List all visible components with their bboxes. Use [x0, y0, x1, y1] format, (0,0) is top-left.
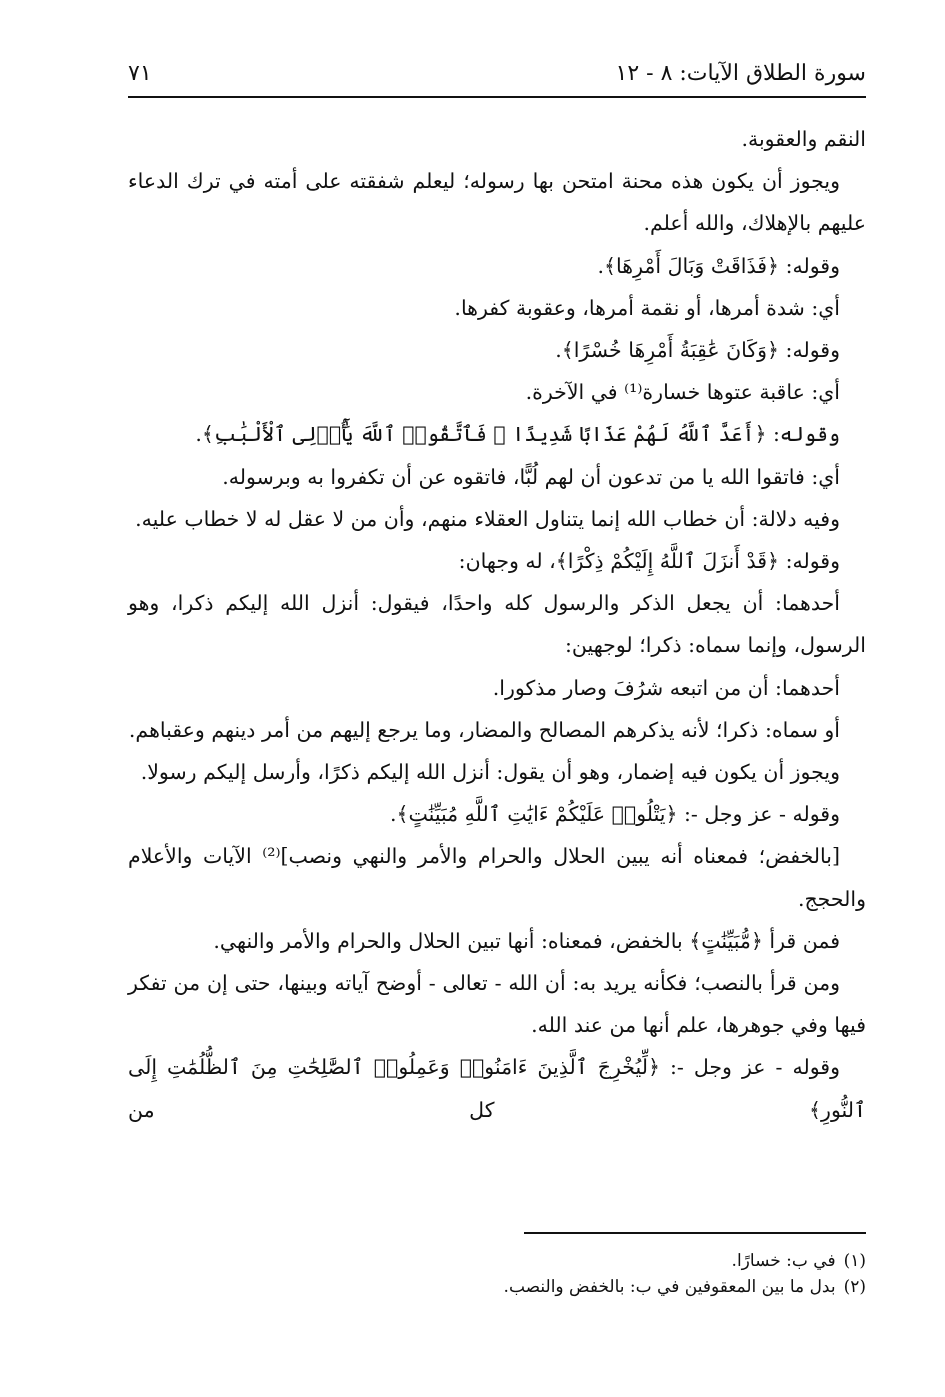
running-header [128, 56, 866, 92]
paragraph: ويجوز أن يكون هذه محنة امتحن بها رسوله؛ ليعلم شفقته على أمته في ترك الدعاء عليهم بالإهلاك، والله أعلم. [128, 169, 866, 236]
footnote-text: في ب: خسارًا. [731, 1251, 836, 1271]
paragraph: وقوله - عز وجل -: ﴿لِّيُخْرِجَ ٱلَّذِينَ ءَامَنُوا۟ وَعَمِلُوا۟ ٱلصَّٰلِحَٰتِ مِنَ ٱلظُّلُمَٰتِ إِلَى ٱلنُّورِ﴾ كل من [128, 1055, 866, 1122]
footnotes [128, 1248, 866, 1300]
footnote-number: (٢) [843, 1277, 866, 1297]
paragraph: وقوله: ﴿أَعَدَّ ٱللَّهُ لَهُمْ عَذَابًا شَدِيدًا ۖ فَٱتَّقُوا۟ ٱللَّهَ يَٰٓأُو۟لِى ٱلْأَلْبَٰبِ﴾. [195, 422, 840, 447]
footnote-text: بدل ما بين المعقوفين في ب: بالخفض والنصب. [503, 1277, 836, 1297]
paragraph: [بالخفض؛ فمعناه أنه يبين الحلال والحرام والأمر والنهي ونصب]⁽²⁾ الآيات والأعلام والحجج. [128, 844, 866, 911]
paragraph: ومن قرأ بالنصب؛ فكأنه يريد به: أن الله - تعالى - أوضح آياته وبينها، حتى إن من تفكر فيها وفي جوهرها، علم أنها من عند الله. [128, 971, 866, 1038]
footnote [128, 1274, 866, 1300]
paragraph: أي: شدة أمرها، أو نقمة أمرها، وعقوبة كفرها. [454, 295, 840, 320]
paragraph: وقوله: ﴿وَكَانَ عَٰقِبَةُ أَمْرِهَا خُسْرًا﴾. [555, 338, 840, 363]
footnote [128, 1248, 866, 1274]
paragraph: أحدهما: أن يجعل الذكر والرسول كله واحدًا، فيقول: أنزل الله إليكم ذكرا، وهو الرسول، وإنما سماه: ذكرا؛ لوجهين: [128, 591, 866, 658]
page-number: ٧١ [128, 61, 152, 86]
chapter-title: سورة الطلاق الآيات: ٨ - ١٢ [615, 61, 866, 86]
footnote-divider [524, 1232, 866, 1234]
paragraph: فمن قرأ ﴿مُّبَيِّنَٰتٍ﴾ بالخفض، فمعناه: أنها تبين الحلال والحرام والأمر والنهي. [213, 928, 840, 953]
paragraph: وقوله: ﴿قَدْ أَنزَلَ ٱللَّهُ إِلَيْكُمْ ذِكْرًا﴾، له وجهان: [458, 549, 840, 574]
main-text [128, 118, 866, 1131]
header-divider [128, 96, 866, 98]
paragraph: أي: فاتقوا الله يا من تدعون أن لهم لُبًّا، فاتقوه عن أن تكفروا به وبرسوله. [222, 464, 840, 489]
footnote-number: (١) [843, 1251, 866, 1271]
paragraph: النقم والعقوبة. [741, 127, 866, 151]
paragraph: وقوله: ﴿فَذَاقَتْ وَبَالَ أَمْرِهَا﴾. [597, 253, 840, 278]
paragraph: وقوله - عز وجل -: ﴿يَتْلُوا۟ عَلَيْكُمْ ءَايَٰتِ ٱللَّهِ مُبَيِّنَٰتٍ﴾. [389, 802, 840, 827]
paragraph: وفيه دلالة: أن خطاب الله إنما يتناول العقلاء منهم، وأن من لا عقل له لا خطاب عليه. [135, 506, 840, 531]
paragraph: أحدهما: أن من اتبعه شرُفَ وصار مذكورا. [492, 675, 840, 700]
paragraph: أي: عاقبة عتوها خسارة⁽¹⁾ في الآخرة. [525, 380, 840, 405]
paragraph: ويجوز أن يكون فيه إضمار، وهو أن يقول: أنزل الله إليكم ذكرًا، وأرسل إليكم رسولا. [140, 760, 840, 785]
paragraph: أو سماه: ذكرا؛ لأنه يذكرهم المصالح والمضار، وما يرجع إليهم من أمر دينهم وعقباهم. [128, 717, 840, 742]
